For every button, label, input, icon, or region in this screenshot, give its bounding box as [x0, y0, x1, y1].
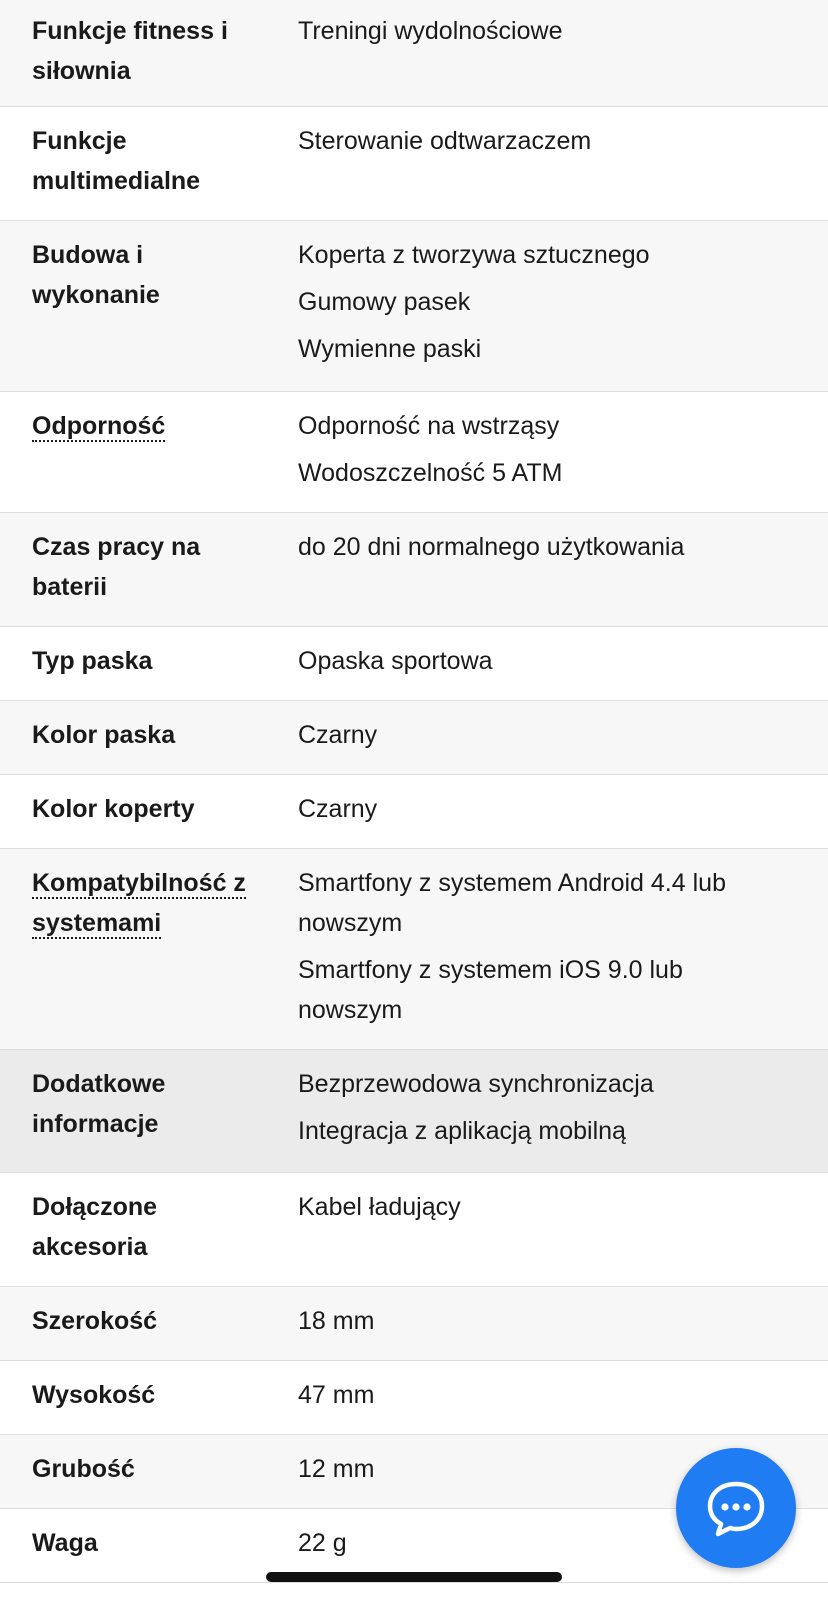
- spec-value: Integracja z aplikacją mobilną: [298, 1117, 626, 1145]
- spec-values: [260, 863, 828, 1032]
- spec-value: Kabel ładujący: [298, 1193, 461, 1221]
- spec-name: Kolor koperty: [32, 795, 195, 823]
- spec-name: Czas pracy na baterii: [32, 533, 201, 601]
- spec-value: 47 mm: [298, 1381, 375, 1409]
- spec-name: Dołączone akcesoria: [32, 1193, 158, 1261]
- spec-values: [260, 121, 828, 203]
- spec-name: Budowa i wykonanie: [32, 241, 160, 309]
- spec-values: [260, 1187, 828, 1269]
- chat-bubble-icon: [704, 1478, 768, 1538]
- spec-row-build: [0, 221, 828, 392]
- spec-values: [260, 1301, 828, 1343]
- spec-value: Wymienne paski: [298, 335, 482, 363]
- spec-value: Opaska sportowa: [298, 647, 493, 675]
- spec-row-additional-info: [0, 1050, 828, 1173]
- spec-value: Sterowanie odtwarzaczem: [298, 127, 592, 155]
- spec-values: [260, 641, 828, 683]
- spec-row-multimedia: [0, 107, 828, 221]
- spec-value: 18 mm: [298, 1307, 375, 1335]
- spec-row-battery: [0, 513, 828, 627]
- spec-values: [260, 406, 828, 495]
- spec-row-resistance: [0, 392, 828, 513]
- spec-value: Koperta z tworzywa sztucznego: [298, 241, 650, 269]
- spec-name: Szerokość: [32, 1307, 158, 1335]
- spec-values: [260, 1375, 828, 1417]
- spec-row-height: [0, 1361, 828, 1435]
- spec-value: Treningi wydolnościowe: [298, 17, 563, 45]
- spec-name: Wysokość: [32, 1381, 156, 1409]
- spec-value: 12 mm: [298, 1455, 375, 1483]
- spec-name: Dodatkowe informacje: [32, 1070, 166, 1138]
- spec-row-fitness: [0, 0, 828, 107]
- spec-values: [260, 235, 828, 374]
- spec-name: Funkcje fitness i siłownia: [32, 17, 228, 85]
- spec-row-strap-type: [0, 627, 828, 701]
- spec-name: Waga: [32, 1529, 98, 1557]
- spec-name-tooltip[interactable]: Odporność: [32, 412, 166, 440]
- spec-name: Funkcje multimedialne: [32, 127, 201, 195]
- spec-value: Smartfony z systemem iOS 9.0 lub nowszym: [298, 956, 683, 1024]
- spec-value: Smartfony z systemem Android 4.4 lub nowszym: [298, 869, 726, 937]
- spec-value: Bezprzewodowa synchronizacja: [298, 1070, 654, 1098]
- spec-row-width: [0, 1287, 828, 1361]
- spec-values: [260, 1064, 828, 1155]
- spec-row-accessories: [0, 1173, 828, 1287]
- spec-value: Czarny: [298, 721, 378, 749]
- spec-value: do 20 dni normalnego użytkowania: [298, 533, 685, 561]
- spec-row-case-color: [0, 775, 828, 849]
- spec-row-strap-color: [0, 701, 828, 775]
- chat-button[interactable]: [676, 1448, 796, 1568]
- spec-values: [260, 715, 828, 757]
- spec-row-compatibility: [0, 849, 828, 1050]
- spec-values: [260, 527, 828, 609]
- home-indicator: [266, 1572, 562, 1582]
- spec-value: Czarny: [298, 795, 378, 823]
- spec-value: Wodoszczelność 5 ATM: [298, 459, 563, 487]
- spec-name-tooltip[interactable]: Kompatybilność z systemami: [32, 869, 246, 937]
- spec-name: Grubość: [32, 1455, 135, 1483]
- spec-value: Odporność na wstrząsy: [298, 412, 560, 440]
- spec-values: [260, 11, 828, 89]
- spec-value: Gumowy pasek: [298, 288, 471, 316]
- spec-values: [260, 789, 828, 831]
- spec-value: 22 g: [298, 1529, 347, 1557]
- spec-name: Kolor paska: [32, 721, 176, 749]
- spec-name: Typ paska: [32, 647, 153, 675]
